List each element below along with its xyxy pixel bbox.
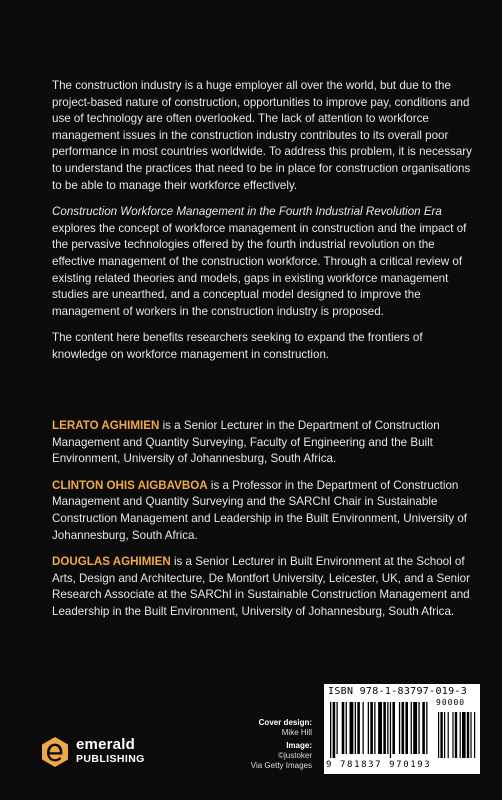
barcode-bar (368, 702, 369, 754)
barcode-bar (402, 702, 405, 754)
publisher-wordmark (76, 738, 145, 766)
author-bio-3 (52, 554, 470, 620)
blurb-paragraph-3: The content here benefits researchers seeking to expand the frontiers of knowledge on workforce management in construction. (52, 331, 423, 361)
barcode-bar (411, 702, 412, 754)
barcode-bar (422, 702, 425, 754)
isbn-number: ISBN 978-1-83797-019-3 (328, 686, 468, 697)
book-title-italic: Construction Workforce Management in the Fourth Industrial Revolution Era (52, 205, 442, 219)
blurb-paragraph-1: The construction industry is a huge employer all over the world, but due to the project-based nature of construction, opportunities to improve pay, conditions and use of technology are often overlooked. The lack of attention to workforce management issues in the construction industry contributes to its overall poor performance in most countries worldwide. To address this problem, it is necessary to understand the practices that need to be in place for construction organisations to be able to manage their workforce effectively. (52, 79, 472, 192)
author-bio-text: is a Senior Lecturer in the Department of Construction Management and Quantity Surveying, Faculty of Engineering and the Built Environment, University of Johannesburg, South Africa. (52, 419, 440, 466)
author-bio-text: is a Senior Lecturer in Built Environment at the School of Arts, Design and Architecture, De Montfort University, Leicester, UK, and a Senior Research Associate at the SARChI in Sustainable Construction Management and Leadership in the Built Environment, University of Johannesburg, South Africa. (52, 555, 470, 618)
barcode-addon-bar (438, 712, 439, 758)
barcode-addon-bar (462, 712, 466, 758)
author-bios (52, 418, 470, 631)
publisher-logo (40, 734, 180, 770)
image-credit: ©justoker (278, 751, 312, 760)
publisher-subname: PUBLISHING (76, 753, 145, 765)
barcode-bar (413, 702, 417, 754)
author-bio-text: is a Professor in the Department of Construction Management and Quantity Surveying and the SARChI Chair in Sustainable Construction Management and Leadership in the Built Environment, University of Johannesburg, South Africa. (52, 478, 468, 542)
publisher-name: emerald (76, 736, 135, 753)
barcode-digits: 9 781837 970193 (326, 760, 432, 770)
author-name: LERATO AGHIMIEN (52, 419, 160, 432)
barcode-bar (337, 702, 338, 754)
emerald-logo-icon (40, 736, 70, 768)
cover-design-label: Cover design: (258, 718, 312, 727)
barcode-addon-bar (444, 712, 445, 758)
barcode-addon-bar (455, 712, 457, 758)
barcode-bar (383, 702, 386, 754)
cover-credits (240, 718, 312, 774)
barcode-bar (378, 702, 382, 754)
barcode-bar (355, 702, 356, 754)
barcode-addon-bar (470, 712, 471, 758)
barcode-bar (405, 702, 408, 754)
isbn-barcode (324, 684, 480, 774)
barcode-bar (426, 702, 427, 754)
author-name: DOUGLAS AGHIMIEN (52, 555, 171, 569)
blurb-paragraph-2-text: explores the concept of workforce management in construction and the impact of the pervasive technologies offered by the fourth industrial revolution on the effective management of the construction workforce. Through a critical review of existing related theories and models, gaps in existing workforce management studies are unearthed, and a conceptual model designed to improve the management of workers in the construction industry is proposed. (52, 221, 467, 318)
cover-design-value: Mike Hill (281, 728, 312, 737)
barcode-bar (333, 702, 336, 758)
author-bio-2 (52, 478, 470, 544)
barcode-bar (346, 702, 347, 754)
barcode-bar (399, 702, 400, 754)
price-addon-number: 90000 (436, 698, 466, 707)
image-label: Image: (286, 741, 312, 750)
barcode-icon (330, 702, 476, 760)
barcode-addon-bar (460, 712, 461, 758)
barcode-addon-bar (474, 712, 475, 758)
barcode-bar (370, 702, 373, 754)
barcode-bar (330, 702, 331, 758)
barcode-addon-bar (467, 712, 469, 758)
blurb (52, 78, 472, 374)
barcode-bar (390, 702, 391, 758)
barcode-bar (392, 702, 395, 754)
barcode-bar (387, 702, 388, 754)
barcode-addon-bar (452, 712, 453, 758)
author-name: CLINTON OHIS AIGBAVBOA (52, 478, 208, 492)
barcode-addon-bar (440, 712, 442, 758)
barcode-addon-bar (448, 712, 449, 758)
barcode-bar (374, 702, 375, 754)
author-bio-1 (52, 418, 470, 468)
barcode-bar (342, 702, 345, 754)
barcode-bar (357, 702, 360, 754)
barcode-bar (350, 702, 354, 754)
image-source: Via Getty Images (250, 761, 312, 770)
barcode-bar (418, 702, 419, 754)
barcode-bar (363, 702, 364, 754)
blurb-paragraph-2 (52, 204, 472, 320)
